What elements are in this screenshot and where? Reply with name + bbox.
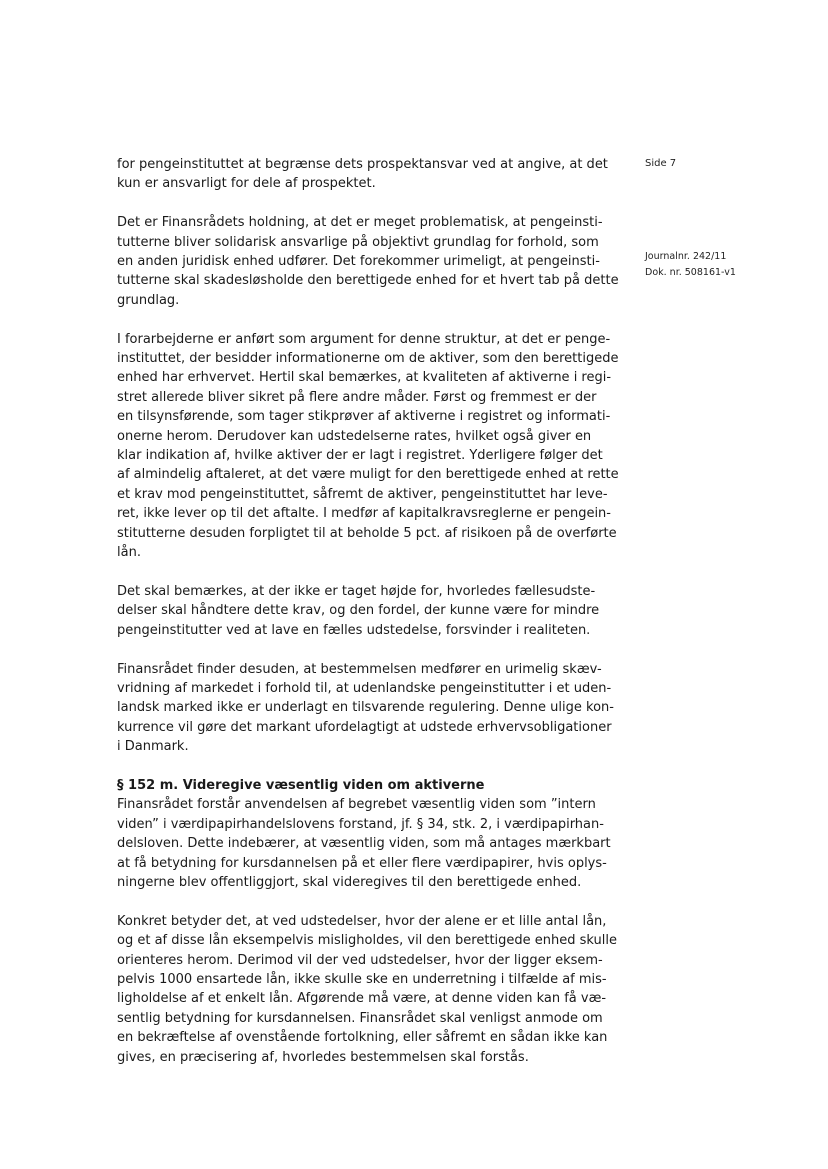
text-line: en tilsynsførende, som tager stikprøver af aktiverne i registret og informati- (117, 409, 611, 425)
paragraph (117, 795, 609, 892)
page-number (645, 156, 676, 172)
text-line: tutterne skal skadesløsholde den berettigede enhed for et hvert tab på dette (117, 273, 619, 289)
text-line: orienteres herom. Derimod vil der ved udstedelser, hvor der ligger eksem- (117, 952, 603, 968)
text-line: lån. (117, 545, 141, 561)
paragraph (117, 330, 619, 563)
paragraph (117, 582, 609, 640)
text-line: Det skal bemærkes, at der ikke er taget højde for, hvorledes fællesudste- (117, 583, 596, 599)
text-line: stitutterne desuden forpligtet til at beholde 5 pct. af risikoen på de overførte (117, 525, 617, 541)
text-line: Finansrådet forstår anvendelsen af begrebet væsentlig viden som ”intern (117, 797, 596, 813)
text-line: delsloven. Dette indebærer, at væsentlig viden, som må antages mærkbart (117, 836, 611, 852)
text-line: kurrence vil gøre det markant ufordelagtigt at udstede erhvervsobligationer (117, 719, 612, 735)
text-line: kun er ansvarligt for dele af prospektet. (117, 176, 376, 192)
page-label: Side 7 (645, 158, 677, 169)
text-line: Finansrådet finder desuden, at bestemmelsen medfører en urimelig skæv- (117, 661, 602, 677)
text-line: gives, en præcisering af, hvorledes bestemmelsen skal forstås. (117, 1049, 529, 1065)
text-line: viden” i værdipapirhandelslovens forstand, jf. § 34, stk. 2, i værdipapirhan- (117, 816, 604, 832)
text-line: sentlig betydning for kursdannelsen. Finansrådet skal venligst anmode om (117, 1010, 603, 1026)
text-line: landsk marked ikke er underlagt en tilsvarende regulering. Denne ulige kon- (117, 700, 614, 716)
text-line: delser skal håndtere dette krav, og den fordel, der kunne være for mindre (117, 603, 600, 619)
text-line: instituttet, der besidder informationerne om de aktiver, som den berettigede (117, 351, 619, 367)
section-heading: § 152 m. Videregive væsentlig viden om aktiverne (117, 777, 485, 793)
document-references (645, 249, 736, 281)
letter-body (117, 155, 619, 1086)
text-line: vridning af markedet i forhold til, at udenlandske pengeinstitutter i et uden- (117, 680, 612, 696)
text-line: onerne herom. Derudover kan udstedelserne rates, hvilket også giver en (117, 428, 592, 444)
text-line: for pengeinstituttet at begrænse dets prospektansvar ved at angive, at det (117, 157, 608, 172)
document-number: Dok. nr. 508161-v1 (645, 267, 736, 278)
paragraph (117, 213, 619, 310)
text-line: klar indikation af, hvilke aktiver der er lagt i registret. Yderligere følger det (117, 448, 603, 464)
text-line: Konkret betyder det, at ved udstedelser, hvor der alene er et lille antal lån, (117, 913, 607, 929)
paragraph (117, 660, 614, 757)
text-line: i Danmark. (117, 739, 189, 755)
text-line: enhed har erhvervet. Hertil skal bemærkes, at kvaliteten af aktiverne i regi- (117, 370, 612, 386)
text-line: at få betydning for kursdannelsen på et eller flere værdipapirer, hvis oplys- (117, 855, 607, 871)
journal-number: Journalnr. 242/11 (645, 251, 727, 262)
text-line: ningerne blev offentliggjort, skal videregives til den berettigede enhed. (117, 874, 582, 890)
text-line: pelvis 1000 ensartede lån, ikke skulle ske en underretning i tilfælde af mis- (117, 971, 607, 987)
paragraph (117, 155, 609, 194)
text-line: en anden juridisk enhed udfører. Det forekommer urimeligt, at pengeinsti- (117, 254, 600, 270)
text-line: stret allerede bliver sikret på flere andre måder. Først og fremmest er der (117, 389, 597, 405)
text-line: og et af disse lån eksempelvis misligholdes, vil den berettigede enhed skulle (117, 933, 618, 949)
text-line: tutterne bliver solidarisk ansvarlige på objektivt grundlag for forhold, som (117, 234, 599, 250)
text-line: Det er Finansrådets holdning, at det er meget problematisk, at pengeinsti- (117, 215, 603, 231)
text-line: et krav mod pengeinstituttet, såfremt de aktiver, pengeinstituttet har leve- (117, 486, 608, 502)
text-line: ligholdelse af et enkelt lån. Afgørende må være, at denne viden kan få væ- (117, 991, 607, 1007)
text-line: af almindelig aftaleret, at det være muligt for den berettigede enhed at rette (117, 467, 619, 483)
paragraph (117, 912, 618, 1067)
text-line: en bekræftelse af ovenstående fortolkning, eller såfremt en sådan ikke kan (117, 1030, 608, 1046)
text-line: grundlag. (117, 292, 180, 308)
text-line: I forarbejderne er anført som argument for denne struktur, at det er penge- (117, 331, 611, 347)
text-line: pengeinstitutter ved at lave en fælles udstedelse, forsvinder i realiteten. (117, 622, 591, 638)
text-line: ret, ikke lever op til det aftalte. I medfør af kapitalkravsreglerne er pengein- (117, 506, 611, 522)
